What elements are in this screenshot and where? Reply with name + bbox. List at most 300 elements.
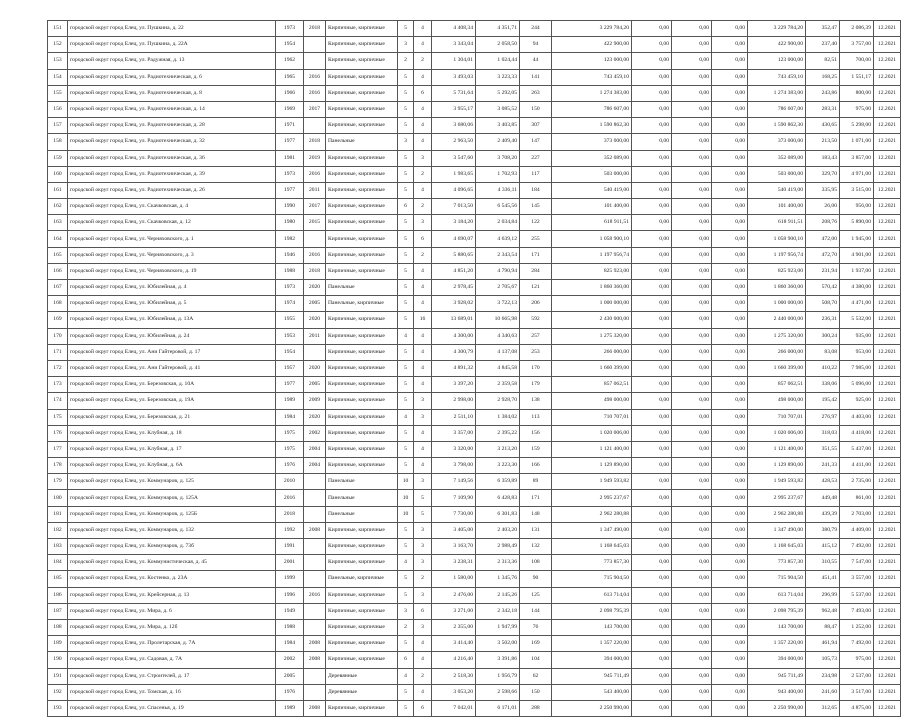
deadline-cell: 12.2021 [874, 215, 901, 231]
cost-cell: 2 430 000,00 [552, 312, 632, 328]
rate-per-sqm-cell: 410,22 [806, 360, 840, 376]
wall-material-cell: Кирпичные, кирпичные [326, 603, 398, 619]
total-area-cell: 7 730,00 [432, 506, 476, 522]
fund-a-cell: 0,00 [632, 555, 672, 571]
total-area-cell: 2 355,00 [432, 619, 476, 635]
total-area-cell: 3 053,20 [432, 684, 476, 700]
address-cell: городской округ город Елец, ул. Юбилейная, д. 4 [68, 280, 276, 296]
deadline-cell: 12.2021 [874, 150, 901, 166]
cost-cell: 1 949 593,82 [552, 474, 632, 490]
build-year-cell: 1955 [276, 312, 304, 328]
total-cost-cell: 3 229 784,20 [748, 21, 806, 37]
wall-material-cell: Кирпичные, кирпичные [326, 118, 398, 134]
floors-cell: 5 [398, 118, 414, 134]
repair-year-cell [304, 506, 326, 522]
total-cost-cell: 1 121 400,00 [748, 441, 806, 457]
repair-year-cell: 2008 [304, 700, 326, 716]
build-year-cell: 1966 [276, 85, 304, 101]
fund-b-cell: 0,00 [672, 458, 712, 474]
floors-cell: 4 [398, 668, 414, 684]
total-cost-cell: 825 923,00 [748, 263, 806, 279]
repair-year-cell: 2002 [304, 425, 326, 441]
living-area-cell: 2 403,20 [476, 522, 520, 538]
total-cost-cell: 1 949 593,82 [748, 474, 806, 490]
table-row [48, 199, 901, 215]
residents-cell: 253 [520, 344, 552, 360]
residents-cell: 113 [520, 409, 552, 425]
address-cell: городской округ город Елец, ул. Коммунаров, д. 73б [68, 539, 276, 555]
entrances-cell: 2 [414, 166, 432, 182]
wall-material-cell: Панельные [326, 474, 398, 490]
living-area-cell: 2 145,26 [476, 587, 520, 603]
fund-a-cell: 0,00 [632, 215, 672, 231]
limit-per-sqm-cell: 5 890,00 [840, 215, 874, 231]
address-cell: городской округ город Елец, ул. Коммунаров, д. 132 [68, 522, 276, 538]
limit-per-sqm-cell: 7 492,00 [840, 636, 874, 652]
build-year-cell: 2005 [276, 668, 304, 684]
limit-per-sqm-cell: 3 557,00 [840, 571, 874, 587]
total-cost-cell: 710 707,01 [748, 409, 806, 425]
entrances-cell: 3 [414, 409, 432, 425]
cost-cell: 540 419,00 [552, 182, 632, 198]
fund-b-cell: 0,00 [672, 360, 712, 376]
table-row [48, 101, 901, 117]
total-cost-cell: 1 347 490,00 [748, 522, 806, 538]
cost-cell: 1 121 400,00 [552, 441, 632, 457]
build-year-cell: 1996 [276, 587, 304, 603]
deadline-cell: 12.2021 [874, 700, 901, 716]
fund-c-cell: 0,00 [712, 619, 748, 635]
floors-cell: 4 [398, 328, 414, 344]
table-row [48, 280, 901, 296]
address-cell: городской округ город Елец, ул. Скачковская, д. 4 [68, 199, 276, 215]
deadline-cell: 12.2021 [874, 684, 901, 700]
repair-year-cell: 2008 [304, 522, 326, 538]
fund-b-cell: 0,00 [672, 441, 712, 457]
fund-a-cell: 0,00 [632, 700, 672, 716]
build-year-cell: 1981 [276, 150, 304, 166]
limit-per-sqm-cell: 4 971,00 [840, 166, 874, 182]
deadline-cell: 12.2021 [874, 101, 901, 117]
fund-a-cell: 0,00 [632, 539, 672, 555]
cost-cell: 710 707,01 [552, 409, 632, 425]
total-cost-cell: 945 711,49 [748, 668, 806, 684]
wall-material-cell: Кирпичные, кирпичные [326, 539, 398, 555]
address-cell: городской округ город Елец, ул. Черняховского, д. 19 [68, 263, 276, 279]
living-area-cell: 2 395,22 [476, 425, 520, 441]
cost-cell: 1 197 956,74 [552, 247, 632, 263]
table-row [48, 474, 901, 490]
residents-cell: 131 [520, 522, 552, 538]
row-number: 175 [48, 409, 68, 425]
floors-cell: 5 [398, 539, 414, 555]
rate-per-sqm-cell: 105,73 [806, 652, 840, 668]
total-area-cell: 2 518,30 [432, 668, 476, 684]
total-cost-cell: 786 607,00 [748, 101, 806, 117]
address-cell: городской округ город Елец, ул. Юбилейная, д. 5 [68, 296, 276, 312]
fund-b-cell: 0,00 [672, 668, 712, 684]
rate-per-sqm-cell: 213,50 [806, 134, 840, 150]
row-number: 189 [48, 636, 68, 652]
deadline-cell: 12.2021 [874, 199, 901, 215]
build-year-cell: 2001 [276, 555, 304, 571]
floors-cell: 5 [398, 263, 414, 279]
deadline-cell: 12.2021 [874, 182, 901, 198]
cost-cell: 2 250 990,00 [552, 700, 632, 716]
deadline-cell: 12.2021 [874, 539, 901, 555]
repair-year-cell: 2018 [304, 263, 326, 279]
limit-per-sqm-cell: 7 492,00 [840, 539, 874, 555]
wall-material-cell: Кирпичные, кирпичные [326, 636, 398, 652]
wall-material-cell: Кирпичные, кирпичные [326, 328, 398, 344]
deadline-cell: 12.2021 [874, 118, 901, 134]
cost-cell: 773 857,30 [552, 555, 632, 571]
table-row [48, 53, 901, 69]
repair-year-cell [304, 37, 326, 53]
rate-per-sqm-cell: 352,47 [806, 21, 840, 37]
repair-year-cell: 2008 [304, 636, 326, 652]
repair-year-cell: 2005 [304, 296, 326, 312]
build-year-cell: 1969 [276, 101, 304, 117]
table-row [48, 37, 901, 53]
deadline-cell: 12.2021 [874, 490, 901, 506]
table-row [48, 69, 901, 85]
address-cell: городской округ город Елец, ул. Клубная, д. 6А [68, 458, 276, 474]
row-number: 192 [48, 684, 68, 700]
wall-material-cell: Панельные [326, 280, 398, 296]
address-cell: городской округ город Елец, ул. Клубная, д. 17 [68, 441, 276, 457]
rate-per-sqm-cell: 312,65 [806, 700, 840, 716]
repair-year-cell: 2020 [304, 312, 326, 328]
residents-cell: 104 [520, 652, 552, 668]
residents-cell: 141 [520, 69, 552, 85]
rate-per-sqm-cell: 296,99 [806, 587, 840, 603]
residents-cell: 148 [520, 506, 552, 522]
build-year-cell: 1973 [276, 166, 304, 182]
total-area-cell: 5 880,65 [432, 247, 476, 263]
residents-cell: 592 [520, 312, 552, 328]
table-row [48, 134, 901, 150]
entrances-cell: 6 [414, 603, 432, 619]
limit-per-sqm-cell: 7 985,00 [840, 360, 874, 376]
address-cell: городской округ город Елец, ул. Юбилейная, д. 24 [68, 328, 276, 344]
build-year-cell: 2016 [276, 490, 304, 506]
fund-b-cell: 0,00 [672, 69, 712, 85]
entrances-cell: 4 [414, 134, 432, 150]
fund-b-cell: 0,00 [672, 490, 712, 506]
build-year-cell: 1989 [276, 700, 304, 716]
rate-per-sqm-cell: 329,70 [806, 166, 840, 182]
address-cell: городской округ город Елец, ул. Радиотехническая, д. 28 [68, 118, 276, 134]
row-number: 155 [48, 85, 68, 101]
deadline-cell: 12.2021 [874, 668, 901, 684]
address-cell: городской округ город Елец, ул. Березовская, д. 19А [68, 393, 276, 409]
cost-cell: 786 607,00 [552, 101, 632, 117]
limit-per-sqm-cell: 4 411,00 [840, 458, 874, 474]
wall-material-cell: Кирпичные, кирпичные [326, 215, 398, 231]
fund-a-cell: 0,00 [632, 182, 672, 198]
deadline-cell: 12.2021 [874, 393, 901, 409]
fund-c-cell: 0,00 [712, 474, 748, 490]
limit-per-sqm-cell: 2 537,00 [840, 668, 874, 684]
total-cost-cell: 498 000,00 [748, 393, 806, 409]
total-cost-cell: 1 168 645,03 [748, 539, 806, 555]
fund-a-cell: 0,00 [632, 37, 672, 53]
row-number: 190 [48, 652, 68, 668]
repair-year-cell: 2008 [304, 652, 326, 668]
floors-cell: 5 [398, 636, 414, 652]
repair-year-cell: 2020 [304, 280, 326, 296]
cost-cell: 613 714,04 [552, 587, 632, 603]
repair-year-cell [304, 684, 326, 700]
floors-cell: 5 [398, 280, 414, 296]
cost-cell: 1 860 360,00 [552, 280, 632, 296]
floors-cell: 10 [398, 490, 414, 506]
deadline-cell: 12.2021 [874, 441, 901, 457]
rate-per-sqm-cell: 430,65 [806, 118, 840, 134]
address-cell: городской округ город Елец, ул. Радиотехническая, д. 6 [68, 69, 276, 85]
row-number: 162 [48, 199, 68, 215]
build-year-cell: 1976 [276, 458, 304, 474]
rate-per-sqm-cell: 439,39 [806, 506, 840, 522]
build-year-cell: 1974 [276, 296, 304, 312]
limit-per-sqm-cell: 5 437,00 [840, 441, 874, 457]
living-area-cell: 6 171,01 [476, 700, 520, 716]
entrances-cell: 2 [414, 53, 432, 69]
fund-a-cell: 0,00 [632, 199, 672, 215]
address-cell: городской округ город Елец, ул. Спасенья, д. 19 [68, 700, 276, 716]
floors-cell: 5 [398, 231, 414, 247]
entrances-cell: 3 [414, 522, 432, 538]
fund-b-cell: 0,00 [672, 118, 712, 134]
build-year-cell: 1982 [276, 231, 304, 247]
floors-cell: 5 [398, 247, 414, 263]
fund-b-cell: 0,00 [672, 296, 712, 312]
table-row [48, 377, 901, 393]
fund-c-cell: 0,00 [712, 425, 748, 441]
living-area-cell: 4 137,08 [476, 344, 520, 360]
residents-cell: 145 [520, 199, 552, 215]
table-row [48, 603, 901, 619]
deadline-cell: 12.2021 [874, 53, 901, 69]
row-number: 165 [48, 247, 68, 263]
total-cost-cell: 2 440 000,00 [748, 312, 806, 328]
table-row [48, 700, 901, 716]
total-cost-cell: 1 197 956,74 [748, 247, 806, 263]
wall-material-cell: Деревянные [326, 684, 398, 700]
table-row [48, 490, 901, 506]
build-year-cell: 1992 [276, 522, 304, 538]
living-area-cell: 2 705,67 [476, 280, 520, 296]
cost-cell: 123 000,00 [552, 53, 632, 69]
rate-per-sqm-cell: 236,31 [806, 312, 840, 328]
limit-per-sqm-cell: 4 418,00 [840, 425, 874, 441]
fund-b-cell: 0,00 [672, 166, 712, 182]
fund-c-cell: 0,00 [712, 700, 748, 716]
floors-cell: 6 [398, 652, 414, 668]
total-area-cell: 3 238,31 [432, 555, 476, 571]
residents-cell: 156 [520, 425, 552, 441]
floors-cell: 10 [398, 506, 414, 522]
total-area-cell: 4 096,65 [432, 182, 476, 198]
entrances-cell: 3 [414, 474, 432, 490]
total-area-cell: 5 731,64 [432, 85, 476, 101]
row-number: 188 [48, 619, 68, 635]
limit-per-sqm-cell: 700,00 [840, 53, 874, 69]
deadline-cell: 12.2021 [874, 296, 901, 312]
row-number: 164 [48, 231, 68, 247]
residents-cell: 171 [520, 247, 552, 263]
repair-year-cell: 2016 [304, 587, 326, 603]
floors-cell: 5 [398, 312, 414, 328]
table-row [48, 85, 901, 101]
fund-b-cell: 0,00 [672, 377, 712, 393]
residents-cell: 117 [520, 166, 552, 182]
repair-year-cell: 2020 [304, 409, 326, 425]
deadline-cell: 12.2021 [874, 522, 901, 538]
row-number: 193 [48, 700, 68, 716]
residents-cell: 76 [520, 619, 552, 635]
living-area-cell: 6 301,83 [476, 506, 520, 522]
total-area-cell: 4 891,32 [432, 360, 476, 376]
living-area-cell: 2 598,66 [476, 684, 520, 700]
rate-per-sqm-cell: 83,08 [806, 344, 840, 360]
total-area-cell: 7 042,01 [432, 700, 476, 716]
living-area-cell: 2 058,50 [476, 37, 520, 53]
living-area-cell: 4 845,58 [476, 360, 520, 376]
limit-per-sqm-cell: 800,00 [840, 85, 874, 101]
fund-a-cell: 0,00 [632, 522, 672, 538]
total-cost-cell: 857 062,51 [748, 377, 806, 393]
total-cost-cell: 1 058 900,10 [748, 231, 806, 247]
floors-cell: 5 [398, 684, 414, 700]
deadline-cell: 12.2021 [874, 166, 901, 182]
wall-material-cell: Панельные, кирпичные [326, 571, 398, 587]
total-area-cell: 3 493,03 [432, 69, 476, 85]
floors-cell: 5 [398, 425, 414, 441]
cost-cell: 1 660 399,00 [552, 360, 632, 376]
fund-c-cell: 0,00 [712, 296, 748, 312]
living-area-cell: 1 947,99 [476, 619, 520, 635]
rate-per-sqm-cell: 415,12 [806, 539, 840, 555]
build-year-cell: 1990 [276, 199, 304, 215]
residents-cell: 62 [520, 668, 552, 684]
row-number: 151 [48, 21, 68, 37]
repair-year-cell [304, 231, 326, 247]
table-row [48, 166, 901, 182]
table-row [48, 619, 901, 635]
limit-per-sqm-cell: 3 517,00 [840, 684, 874, 700]
fund-b-cell: 0,00 [672, 555, 712, 571]
cost-cell: 1 020 006,00 [552, 425, 632, 441]
fund-c-cell: 0,00 [712, 668, 748, 684]
residents-cell: 179 [520, 377, 552, 393]
deadline-cell: 12.2021 [874, 425, 901, 441]
deadline-cell: 12.2021 [874, 506, 901, 522]
table-row [48, 118, 901, 134]
fund-a-cell: 0,00 [632, 134, 672, 150]
rate-per-sqm-cell: 82,51 [806, 53, 840, 69]
fund-a-cell: 0,00 [632, 619, 672, 635]
repair-year-cell [304, 118, 326, 134]
entrances-cell: 4 [414, 441, 432, 457]
build-year-cell: 1954 [276, 344, 304, 360]
repair-year-cell [304, 474, 326, 490]
limit-per-sqm-cell: 935,00 [840, 328, 874, 344]
register-sheet [47, 20, 900, 717]
table-row [48, 668, 901, 684]
row-number: 170 [48, 328, 68, 344]
row-number: 179 [48, 474, 68, 490]
repair-year-cell [304, 344, 326, 360]
living-area-cell: 3 708,20 [476, 150, 520, 166]
entrances-cell: 3 [414, 393, 432, 409]
floors-cell: 5 [398, 182, 414, 198]
fund-b-cell: 0,00 [672, 603, 712, 619]
row-number: 168 [48, 296, 68, 312]
limit-per-sqm-cell: 1 252,00 [840, 619, 874, 635]
repair-year-cell: 2011 [304, 328, 326, 344]
cost-cell: 2 962 280,88 [552, 506, 632, 522]
fund-a-cell: 0,00 [632, 441, 672, 457]
cost-cell: 503 000,00 [552, 166, 632, 182]
total-area-cell: 1 304,01 [432, 53, 476, 69]
wall-material-cell: Кирпичные, кирпичные [326, 101, 398, 117]
deadline-cell: 12.2021 [874, 360, 901, 376]
wall-material-cell: Кирпичные, кирпичные [326, 199, 398, 215]
fund-c-cell: 0,00 [712, 522, 748, 538]
total-area-cell: 3 343,04 [432, 37, 476, 53]
table-row [48, 441, 901, 457]
build-year-cell: 1984 [276, 409, 304, 425]
wall-material-cell: Кирпичные, кирпичные [326, 393, 398, 409]
address-cell: городской округ город Елец, ул. Радиотехническая, д. 26 [68, 182, 276, 198]
fund-b-cell: 0,00 [672, 215, 712, 231]
build-year-cell: 1991 [276, 539, 304, 555]
address-cell: городской округ город Елец, ул. Клубная, д. 18 [68, 425, 276, 441]
total-cost-cell: 773 857,30 [748, 555, 806, 571]
repair-year-cell [304, 619, 326, 635]
limit-per-sqm-cell: 5 537,00 [840, 587, 874, 603]
limit-per-sqm-cell: 2 086,39 [840, 21, 874, 37]
total-area-cell: 2 476,00 [432, 587, 476, 603]
entrances-cell: 4 [414, 328, 432, 344]
row-number: 160 [48, 166, 68, 182]
floors-cell: 2 [398, 53, 414, 69]
rate-per-sqm-cell: 451,41 [806, 571, 840, 587]
floors-cell: 5 [398, 344, 414, 360]
residents-cell: 307 [520, 118, 552, 134]
rate-per-sqm-cell: 508,70 [806, 296, 840, 312]
fund-c-cell: 0,00 [712, 182, 748, 198]
repair-year-cell [304, 603, 326, 619]
repair-year-cell: 2019 [304, 150, 326, 166]
cost-cell: 101 400,00 [552, 199, 632, 215]
deadline-cell: 12.2021 [874, 571, 901, 587]
fund-a-cell: 0,00 [632, 69, 672, 85]
wall-material-cell: Панельные [326, 506, 398, 522]
wall-material-cell: Деревянные [326, 668, 398, 684]
fund-c-cell: 0,00 [712, 360, 748, 376]
entrances-cell: 4 [414, 684, 432, 700]
deadline-cell: 12.2021 [874, 69, 901, 85]
wall-material-cell: Кирпичные, кирпичные [326, 344, 398, 360]
wall-material-cell: Кирпичные, кирпичные [326, 522, 398, 538]
total-area-cell: 4 408,34 [432, 21, 476, 37]
total-area-cell: 1 580,00 [432, 571, 476, 587]
floors-cell: 10 [398, 474, 414, 490]
entrances-cell: 5 [414, 490, 432, 506]
